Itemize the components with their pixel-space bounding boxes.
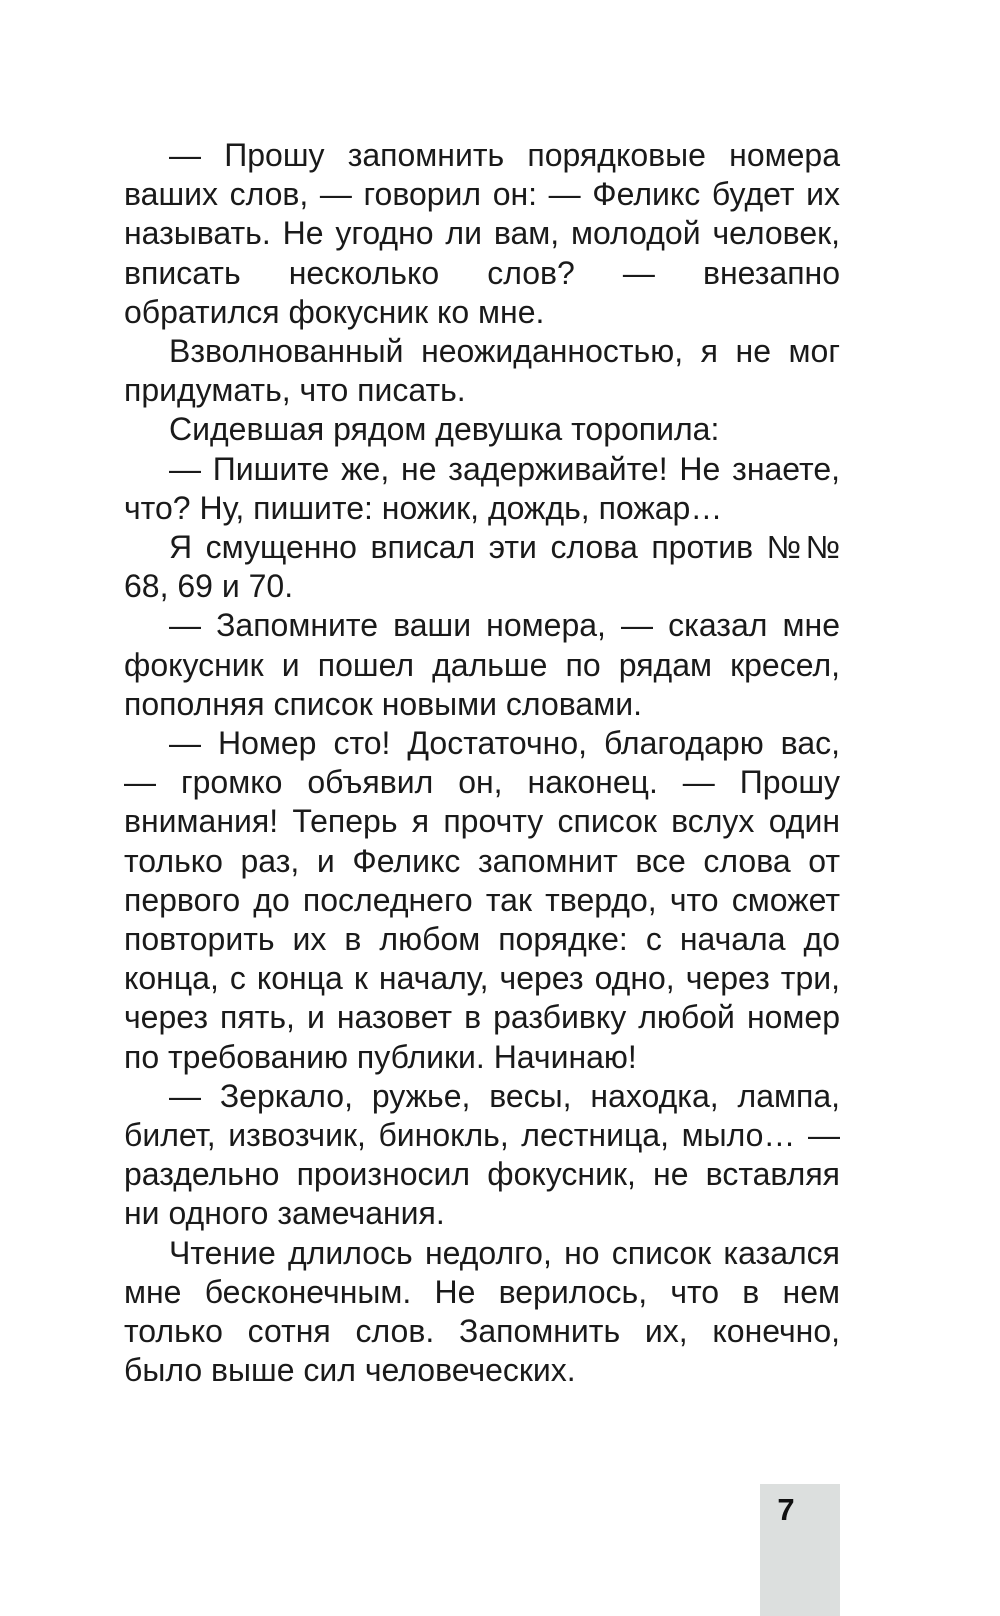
page-body xyxy=(124,136,840,1391)
paragraph: — Прошу запомнить порядковые номера ваших слов, — говорил он: — Феликс будет их называть. Не угодно ли вам, молодой человек, вписать несколько слов? — внезапно обратился фокусник ко мне. xyxy=(124,137,840,330)
paragraph: Я смущенно вписал эти слова против №№ 68, 69 и 70. xyxy=(124,529,840,605)
page-number: 7 xyxy=(777,1492,795,1527)
paragraph: — Номер сто! Достаточно, благодарю вас, — громко объявил он, наконец. — Прошу внимания! Теперь я прочту список вслух один только раз, и Феликс запомнит все слова от первого до последнего так твердо, что сможет повторить их в любом порядке: с начала до конца, с конца к началу, через одно, через три, через пять, и назовет в разбивку любой номер по требованию публики. Начинаю! xyxy=(124,725,840,1075)
paragraph: — Запомните ваши номера, — сказал мне фокусник и пошел дальше по рядам кресел, пополняя список новыми словами. xyxy=(124,607,840,722)
paragraph: Сидевшая рядом девушка торопила: xyxy=(169,411,720,448)
paragraph: — Пишите же, не задерживайте! Не знаете, что? Ну, пишите: ножик, дождь, пожар… xyxy=(124,450,840,526)
paragraph: Чтение длилось недолго, но список казался мне бесконечным. Не верилось, что в нем только сотня слов. Запомнить их, конечно, было выше сил человеческих. xyxy=(124,1234,840,1389)
paragraph: Взволнованный неожиданностью, я не мог придумать, что писать. xyxy=(124,333,840,409)
page-number-tab xyxy=(760,1484,840,1616)
paragraph: — Зеркало, ружье, весы, находка, лампа, билет, извозчик, бинокль, лестница, мыло… — раздельно произносил фокусник, не вставляя ни одного замечания. xyxy=(124,1077,840,1232)
